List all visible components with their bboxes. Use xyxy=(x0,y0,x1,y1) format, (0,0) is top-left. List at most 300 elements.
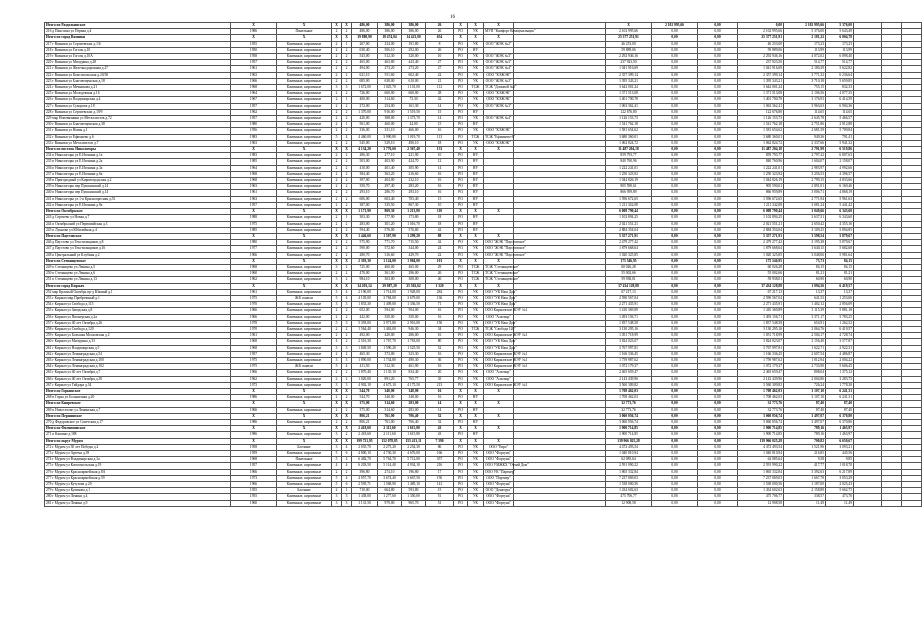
cell-owner-cost: 1 837 548,58 xyxy=(738,320,784,326)
cell-fund-cost: 0,00 xyxy=(652,29,698,35)
cell-mgmt-org: X xyxy=(484,209,514,215)
cell-repair-type: РО xyxy=(454,407,468,413)
cell-year: 1986 xyxy=(231,29,277,35)
cell-repair-type: РО xyxy=(454,60,468,66)
cell-max-per-sqm-cost: 1 778,30 xyxy=(826,382,854,388)
cell-budget-cost: 0,00 xyxy=(698,457,738,463)
cell-fund-cost: 0,00 xyxy=(652,277,698,283)
cell-floors-max: 2 xyxy=(332,122,342,128)
cell-fund-cost: 0,00 xyxy=(652,178,698,184)
cell-per-sqm-cost: 2 681,59 xyxy=(784,128,826,134)
cell-floors-min: 2 xyxy=(342,190,352,196)
cell-budget-cost: 0,00 xyxy=(698,190,738,196)
cell-material: X xyxy=(277,23,332,29)
cell-area-municipal: 348,00 xyxy=(402,388,426,394)
cell-floors-max: 2 xyxy=(332,103,342,109)
cell-area-owned: 274,10 xyxy=(378,469,402,475)
cell-residents: 52 xyxy=(426,345,454,351)
cell-residents: 42 xyxy=(426,97,454,103)
cell-name: 259 г Киржач ул Большая Московская д.2 xyxy=(45,333,231,339)
cell-total-area: 1 020,00 xyxy=(352,376,378,382)
cell-material: Каменные, кирпичные xyxy=(277,308,332,314)
cell-total-cost: 55 002,66 xyxy=(606,271,652,277)
cell-year: 1978 xyxy=(231,320,277,326)
cell-floors-max: 2 xyxy=(332,215,342,221)
cell-year: X xyxy=(231,438,277,444)
cell-mgmt-org: ООО "ЖЭК №4" xyxy=(484,66,514,72)
cell-per-sqm-cost: 87,40 xyxy=(784,401,826,407)
cell-name: 239 п Никологоры пер Пушкинский д.14 xyxy=(45,184,231,190)
cell-fund-cost: 0,00 xyxy=(652,153,698,159)
cell-floors-max: X xyxy=(332,233,342,239)
cell-owner-cost: 3 680 360,01 xyxy=(738,134,784,140)
cell-floors-max: 2 xyxy=(332,333,342,339)
cell-total-cost: 1 581 654,62 xyxy=(606,128,652,134)
cell-per-sqm-cost: 726,24 xyxy=(784,382,826,388)
cell-per-sqm-cost: 3 176,93 xyxy=(784,97,826,103)
cell-mgmt-method: УК xyxy=(468,488,484,494)
cell-residents: 133 xyxy=(426,147,454,153)
cell-area-owned: 1 734,80 xyxy=(378,357,402,363)
cell-floors-max: 2 xyxy=(332,91,342,97)
cell-fund-cost: 0,00 xyxy=(652,103,698,109)
cell-total-area: 465,30 xyxy=(352,351,378,357)
cell-residents: 16 xyxy=(426,308,454,314)
cell-repair-type: РО xyxy=(454,41,468,47)
cell-fund-cost: 0,00 xyxy=(652,382,698,388)
cell-floors-max: 2 xyxy=(332,314,342,320)
cell-floors-min: 2 xyxy=(342,29,352,35)
cell-residents: 15 xyxy=(426,488,454,494)
cell-max-per-sqm-cost: 5 783,25 xyxy=(826,314,854,320)
cell-floors-min: 4 xyxy=(342,475,352,481)
cell-budget-cost: 0,00 xyxy=(698,109,738,115)
cell-fund-cost: 0,00 xyxy=(652,116,698,122)
cell-name: 226 г Вязники ул Владимирская д.4 xyxy=(45,97,231,103)
cell-per-sqm-cost: 417,77 xyxy=(784,463,826,469)
cell-area-owned: 2 111,60 xyxy=(378,426,402,432)
cell-mgmt-org: ООО "ЖЭК "Паустовское" xyxy=(485,252,526,257)
cell-repair-type: X xyxy=(454,283,468,289)
cell-name: 235 п Никологоры ул Е.Игонина д.2а xyxy=(45,159,231,165)
cell-total-cost: 2 292 946,16 xyxy=(606,54,652,60)
cell-year: 1970 xyxy=(231,302,277,308)
cell-area-municipal: 706,40 xyxy=(402,420,426,426)
cell-area-owned: 403,90 xyxy=(378,159,402,165)
cell-name: 267 г Киржач ул Гайдара д.34 xyxy=(45,382,231,388)
cell-floors-max: 2 xyxy=(332,271,342,277)
cell-area-owned: 460,00 xyxy=(378,264,402,270)
cell-year: 1958 xyxy=(231,54,277,60)
cell-per-sqm-cost: 3 107,10 xyxy=(784,395,826,401)
cell-total-cost: 1 072 179,37 xyxy=(606,364,652,370)
cell-floors-max: 2 xyxy=(332,202,342,208)
cell-total-cost: 1 126 153,73 xyxy=(606,116,652,122)
cell-floors-min: 2 xyxy=(342,184,352,190)
cell-year: X xyxy=(231,209,277,215)
cell-fund-cost: 0,00 xyxy=(652,283,698,289)
cell-material: Панельные xyxy=(277,457,332,463)
cell-year: 1980 xyxy=(231,240,277,246)
cell-year: 1986 xyxy=(231,395,277,401)
cell-year: 1966 xyxy=(231,314,277,320)
cell-per-sqm-cost: 2 337,66 xyxy=(784,140,826,146)
cell-floors-max: 3 xyxy=(332,432,342,438)
cell-floors-max: 4 xyxy=(332,463,342,469)
cell-mgmt-org: ООО "ЖЭК №3" xyxy=(484,78,514,84)
cell-max-per-sqm-cost: 6 343,60 xyxy=(826,215,854,221)
cell-fund-cost: 0,00 xyxy=(652,60,698,66)
cell-area-municipal: 5 712,00 xyxy=(402,457,426,463)
cell-area-owned: 979,00 xyxy=(378,500,402,506)
cell-fund-cost: 0,00 xyxy=(652,370,698,376)
cell-budget-cost: 0,00 xyxy=(698,221,738,227)
cell-year: 1975 xyxy=(231,295,277,301)
cell-material: Каменные, кирпичные xyxy=(277,289,332,295)
cell-max-per-sqm-cost: 3 283,75 xyxy=(826,376,854,382)
cell-mgmt-org: ООО "КЭЖЭК" xyxy=(484,128,514,134)
cell-max-per-sqm-cost: 6 414,59 xyxy=(826,97,854,103)
cell-per-sqm-cost: 755,15 xyxy=(784,85,826,91)
cell-residents: 35 xyxy=(426,376,454,382)
cell-repair-type: РО xyxy=(454,128,468,134)
cell-total-cost: 1 759 987,62 xyxy=(606,357,652,363)
cell-area-municipal: 25 302,62 xyxy=(402,283,426,289)
cell-total-area: 410,00 xyxy=(352,165,378,171)
cell-owner-cost: 37 434 128,88 xyxy=(738,283,784,289)
cell-floors-max: 2 xyxy=(332,66,342,72)
cell-total-cost: 840 760,96 xyxy=(606,159,652,165)
cell-total-area: 1 171,90 xyxy=(352,209,378,215)
cell-mgmt-org: ООО "КЭЖЭК" xyxy=(484,72,514,78)
cell-floors-max: 5 xyxy=(332,295,342,301)
cell-per-sqm-cost: 84,15 xyxy=(784,264,826,270)
cell-fund-cost: 0,00 xyxy=(652,227,698,233)
cell-mgmt-method: УК xyxy=(468,302,484,308)
cell-floors-max: 2 xyxy=(332,227,342,233)
cell-owner-cost: 122 676,80 xyxy=(738,109,784,115)
cell-per-sqm-cost: 949,36 xyxy=(784,134,826,140)
cell-mgmt-method: НУ xyxy=(468,420,484,426)
cell-budget-cost: 0,00 xyxy=(698,240,738,246)
cell-area-municipal: 1 615,80 xyxy=(402,426,426,432)
cell-per-sqm-cost: 1 622,71 xyxy=(784,345,826,351)
cell-total-area: 4 105,00 xyxy=(352,295,378,301)
cell-repair-type: РО xyxy=(454,475,468,481)
cell-name: 224 г Вязники ул Мечникова д.21 xyxy=(45,85,231,91)
cell-mgmt-method: УК xyxy=(468,351,484,357)
cell-residents: 10 xyxy=(426,202,454,208)
cell-material: Каменные, кирпичные xyxy=(277,78,332,84)
cell-mgmt-method: НУ xyxy=(468,153,484,159)
cell-material: Каменные, кирпичные xyxy=(277,47,332,53)
cell-residents: 32 xyxy=(426,420,454,426)
cell-owner-cost: 2 884 354,04 xyxy=(738,227,784,233)
cell-mgmt-method: X xyxy=(468,147,484,153)
cell-empty xyxy=(902,500,922,506)
cell-per-sqm-cost: 4 072,02 xyxy=(784,54,826,60)
cell-area-municipal: 155 413,11 xyxy=(402,438,426,444)
cell-total-area: 486,00 xyxy=(352,29,378,35)
cell-mgmt-method: ТСЖ xyxy=(468,277,484,283)
cell-area-owned: 303,00 xyxy=(378,277,402,283)
cell-area-municipal: 73,30 xyxy=(402,97,426,103)
cell-residents: 10 xyxy=(426,153,454,159)
cell-year: 1973 xyxy=(231,475,277,481)
cell-total-area: 267,00 xyxy=(352,41,378,47)
cell-repair-type: РО xyxy=(454,153,468,159)
cell-total-area: 503,00 xyxy=(352,159,378,165)
cell-fund-cost: 0,00 xyxy=(652,215,698,221)
cell-owner-cost: 7 237 069,03 xyxy=(738,475,784,481)
cell-area-owned: 3 990,80 xyxy=(378,134,402,140)
cell-max-per-sqm-cost: 6 370,80 xyxy=(826,420,854,426)
cell-mgmt-method: УК xyxy=(468,295,484,301)
cell-area-owned: 529,10 xyxy=(378,140,402,146)
cell-total-cost: 905 590,61 xyxy=(606,184,652,190)
cell-per-sqm-cost: 641,53 xyxy=(784,295,826,301)
cell-residents: 26 xyxy=(426,29,454,35)
cell-floors-min: 2 xyxy=(342,196,352,202)
cell-floors-min: 2 xyxy=(342,308,352,314)
cell-mgmt-method: УК xyxy=(468,457,484,463)
cell-fund-cost: 0,00 xyxy=(652,240,698,246)
cell-year: 1957 xyxy=(231,103,277,109)
cell-floors-min: 1 xyxy=(342,488,352,494)
cell-per-sqm-cost: 81,21 xyxy=(784,271,826,277)
cell-mgmt-org: X xyxy=(484,413,514,419)
cell-mgmt-org: ООО "ЖЭК №2" xyxy=(484,41,514,47)
cell-area-owned: 314,60 xyxy=(378,401,402,407)
cell-budget-cost: 0,00 xyxy=(698,500,738,506)
cell-fund-cost: 0,00 xyxy=(652,35,698,41)
cell-floors-min: 1 xyxy=(342,41,352,47)
cell-area-owned: 363,20 xyxy=(378,171,402,177)
cell-total-area: 1 672,00 xyxy=(352,85,378,91)
cell-max-per-sqm-cost: 6 236,64 xyxy=(826,72,854,78)
cell-floors-max: X xyxy=(332,147,342,153)
cell-max-per-sqm-cost: 5 981,64 xyxy=(826,252,854,258)
cell-max-per-sqm-cost: 6 004,78 xyxy=(826,35,854,41)
cell-total-area: 6 203,50 xyxy=(352,463,378,469)
cell-name: 278 г Муром ул Кутузова д.20 xyxy=(45,482,231,488)
cell-residents: 8 xyxy=(426,41,454,47)
cell-max-per-sqm-cost: 5 643,49 xyxy=(826,29,854,35)
cell-floors-min: 2 xyxy=(342,78,352,84)
cell-total-area: 594,40 xyxy=(352,227,378,233)
cell-area-municipal: 715,50 xyxy=(402,240,426,246)
cell-mgmt-method: НУ xyxy=(468,202,484,208)
cell-floors-max: 2 xyxy=(332,190,342,196)
cell-floors-min: 1 xyxy=(342,215,352,221)
cell-total-cost: 475 706,77 xyxy=(606,494,652,500)
cell-owner-cost: 1 044 826,19 xyxy=(738,178,784,184)
cell-year: 1963 xyxy=(231,140,277,146)
cell-per-sqm-cost: 1 604,07 xyxy=(784,159,826,165)
cell-area-municipal: 305,90 xyxy=(402,165,426,171)
cell-per-sqm-cost: 3 598,54 xyxy=(784,233,826,239)
cell-per-sqm-cost: 1 094,56 xyxy=(784,283,826,289)
cell-total-area: 725,00 xyxy=(352,264,378,270)
cell-mgmt-org: ООО "КЭЖЭК" xyxy=(484,91,514,97)
cell-floors-max: 2 xyxy=(332,407,342,413)
cell-budget-cost: 0,00 xyxy=(698,420,738,426)
cell-per-sqm-cost: 2 791,99 xyxy=(784,147,826,153)
cell-budget-cost: 0,00 xyxy=(698,215,738,221)
cell-max-per-sqm-cost: 5 659,85 xyxy=(826,78,854,84)
cell-material: Каменные, кирпичные xyxy=(277,420,332,426)
cell-max-per-sqm-cost: 11,49 xyxy=(826,500,854,506)
cell-fund-cost: 0,00 xyxy=(652,351,698,357)
cell-total-cost: 1 041 916,69 xyxy=(606,66,652,72)
cell-repair-type: РО xyxy=(454,171,468,177)
cell-total-area: 806,21 xyxy=(352,413,378,419)
cell-area-municipal: 1 928,00 xyxy=(402,289,426,295)
cell-max-per-sqm-cost: 84,15 xyxy=(826,264,854,270)
cell-area-owned: 350,00 xyxy=(378,314,402,320)
cell-area-municipal: 196,80 xyxy=(402,469,426,475)
cell-mgmt-org: ООО "КЭЖЭК" xyxy=(484,140,514,146)
cell-floors-min: 2 xyxy=(342,469,352,475)
cell-per-sqm-cost: 87,40 xyxy=(784,407,826,413)
cell-material: Каменные, кирпичные xyxy=(277,60,332,66)
cell-total-area: 34 203,14 xyxy=(352,283,378,289)
cell-residents: 32 xyxy=(426,413,454,419)
cell-residents: 136 xyxy=(426,295,454,301)
cell-total-area: 411,50 xyxy=(352,364,378,370)
cell-area-municipal: 610,00 xyxy=(402,78,426,84)
cell-material: Каменные, кирпичные xyxy=(277,246,332,252)
cell-owner-cost: 67 217,13 xyxy=(738,289,784,295)
cell-per-sqm-cost: 2 733,90 xyxy=(784,364,826,370)
cell-floors-max: 2 xyxy=(332,78,342,84)
cell-total-area: 350,70 xyxy=(352,184,378,190)
cell-mgmt-org: ООО "УК Наш Дом" xyxy=(485,295,517,300)
cell-total-area: 387,00 xyxy=(352,202,378,208)
cell-repair-type: РО xyxy=(454,432,468,438)
cell-owner-cost: 1 410 369,89 xyxy=(738,308,784,314)
cell-total-area: 286,30 xyxy=(352,153,378,159)
cell-floors-max: 2 xyxy=(332,60,342,66)
cell-area-owned: 761,00 xyxy=(378,413,402,419)
cell-max-per-sqm-cost: 5 881,18 xyxy=(826,308,854,314)
cell-area-municipal: 1 350,00 xyxy=(402,494,426,500)
cell-mgmt-org: ООО "Фортуна" xyxy=(484,451,514,457)
cell-per-sqm-cost: 2 504,17 xyxy=(784,333,826,339)
cell-name: 221 г Вязники ул Железнодорожная д.27 xyxy=(45,66,231,72)
cell-budget-cost: 0,00 xyxy=(698,494,738,500)
cell-area-municipal: 350,00 xyxy=(402,314,426,320)
cell-fund-cost: 0,00 xyxy=(652,482,698,488)
cell-floors-max: 2 xyxy=(332,109,342,115)
cell-floors-max: 4 xyxy=(332,339,342,345)
cell-residents: 34 xyxy=(426,326,454,332)
cell-fund-cost: 0,00 xyxy=(652,320,698,326)
cell-max-per-sqm-cost: 87,40 xyxy=(826,401,854,407)
cell-floors-max: X xyxy=(332,258,342,264)
cell-area-owned: 340,00 xyxy=(378,388,402,394)
cell-per-sqm-cost: 3 771,32 xyxy=(784,72,826,78)
cell-area-municipal: 424,70 xyxy=(402,159,426,165)
cell-max-per-sqm-cost: 5 709,84 xyxy=(826,128,854,134)
cell-name: 251 п Степанцево ул Ленина д.13 xyxy=(45,277,231,283)
cell-mgmt-method: ТСЖ xyxy=(468,326,484,332)
cell-mgmt-method: ТСЖ xyxy=(468,264,484,270)
cell-repair-type: РО xyxy=(454,196,468,202)
cell-floors-min: 2 xyxy=(342,171,352,177)
cell-floors-min: 3 xyxy=(342,494,352,500)
cell-name: 265 г Киржач ул 40 лет Октября д.7 xyxy=(45,370,231,376)
cell-year: X xyxy=(231,233,277,239)
cell-budget-cost: 0,00 xyxy=(698,140,738,146)
cell-per-sqm-cost: 73,73 xyxy=(784,258,826,264)
cell-total-cost: 1 250 323,92 xyxy=(606,171,652,177)
cell-total-area: 375,00 xyxy=(352,401,378,407)
cell-mgmt-org: ООО Киржачское ЖЭУ №1 xyxy=(485,382,528,387)
cell-name: 220 г Вязники ул Мичурина д.28 xyxy=(45,60,231,66)
cell-mgmt-method: УК xyxy=(468,116,484,122)
cell-owner-cost: 1 759 987,62 xyxy=(738,357,784,363)
cell-floors-min: X xyxy=(342,258,352,264)
cell-year: 1962 xyxy=(231,376,277,382)
cell-total-cost: 859 793,77 xyxy=(606,153,652,159)
cell-budget-cost: 0,00 xyxy=(698,388,738,394)
cell-mgmt-method: УК xyxy=(468,339,484,345)
cell-empty xyxy=(882,500,902,506)
cell-area-owned: 314,60 xyxy=(378,97,402,103)
cell-area-municipal: 221,90 xyxy=(402,153,426,159)
cell-name: 250 п Степанцево ул Ленина д.6 xyxy=(45,271,231,277)
cell-mgmt-method: НУ xyxy=(468,432,484,438)
cell-mgmt-method: X xyxy=(468,413,484,419)
cell-total-area: 492,00 xyxy=(352,333,378,339)
cell-name: 238 п Пригородный ул Кировоградская д.2 xyxy=(45,178,231,184)
cell-floors-max: 2 xyxy=(332,153,342,159)
cell-total-area: 685,00 xyxy=(352,78,378,84)
cell-floors-max: X xyxy=(332,23,342,29)
cell-max-per-sqm-cost: 4 396,57 xyxy=(826,171,854,177)
cell-mgmt-org: МУП "Комфорт Коммунальщик" xyxy=(485,29,536,34)
cell-material: Каменные, кирпичные xyxy=(277,339,332,345)
cell-area-municipal: 867,30 xyxy=(402,202,426,208)
cell-area-municipal: 706,40 xyxy=(402,413,426,419)
cell-residents: 12 xyxy=(426,159,454,165)
cell-name: 228 г Вязники ул Сергиевских д.19/9 xyxy=(45,109,231,115)
cell-owner-cost: 1 040 810,94 xyxy=(738,451,784,457)
cell-floors-max: 5 xyxy=(332,134,342,140)
cell-repair-type: РО xyxy=(454,500,468,506)
cell-total-cost: 1 865 332,84 xyxy=(606,469,652,475)
cell-residents: 51 xyxy=(426,500,454,506)
cell-budget-cost: 0,00 xyxy=(698,482,738,488)
cell-area-municipal: 1 336,50 xyxy=(402,302,426,308)
cell-total-area: 4 902,10 xyxy=(352,382,378,388)
cell-owner-cost: 60 026,28 xyxy=(738,264,784,270)
cell-owner-cost: 2 021 551,21 xyxy=(738,221,784,227)
cell-floors-max: 3 xyxy=(332,277,342,283)
cell-residents: 357 xyxy=(426,457,454,463)
cell-fund-cost: 0,00 xyxy=(652,494,698,500)
cell-residents: 15 xyxy=(426,122,454,128)
cell-mgmt-org: ООО УК "Партнер" xyxy=(485,469,516,474)
cell-max-per-sqm-cost: 1 018,70 xyxy=(826,463,854,469)
cell-total-area: 303,30 xyxy=(352,215,378,221)
cell-mgmt-method: УК xyxy=(468,500,484,506)
cell-owner-cost: 4 472 493,54 xyxy=(738,444,784,450)
cell-year: X xyxy=(231,388,277,394)
cell-area-owned: 512,30 xyxy=(378,54,402,60)
cell-year: X xyxy=(231,426,277,432)
